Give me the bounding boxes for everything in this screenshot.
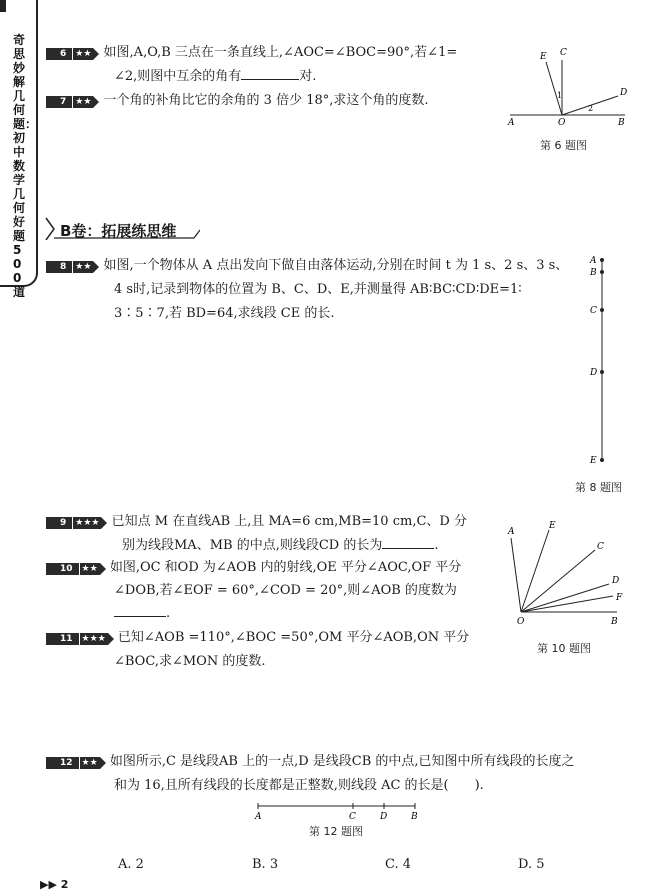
figure-12: [250, 800, 425, 822]
difficulty-stars: ★★: [72, 261, 99, 273]
point-E: [600, 458, 604, 462]
question-text: .: [166, 606, 171, 621]
question-text: 一个角的补角比它的余角的 3 倍少 18°,求这个角的度数.: [103, 93, 429, 108]
question-7: [46, 89, 516, 112]
question-text: .: [434, 538, 439, 553]
difficulty-stars: ★★: [72, 48, 99, 60]
question-text: 别为线段MA、MB 的中点,则线段CD 的长为: [122, 538, 383, 553]
figure-6-caption: 第 6 题图: [540, 139, 587, 152]
choice-b[interactable]: B. 3: [252, 857, 279, 872]
question-number: 10: [46, 563, 79, 575]
question-10: [46, 556, 506, 579]
label-O: O: [517, 617, 525, 627]
question-number: 6: [46, 48, 72, 60]
choice-a[interactable]: A. 2: [118, 857, 144, 872]
question-number: 9: [46, 517, 72, 529]
label-C: C: [597, 542, 604, 552]
label-C: C: [590, 306, 597, 316]
label-D: D: [590, 368, 598, 378]
question-8: [46, 254, 586, 277]
ray-OE: [546, 62, 562, 115]
question-10-line2: ∠DOB,若∠EOF = 60°,∠COD = 20°,则∠AOB 的度数为: [114, 583, 457, 598]
book-title-vertical: 奇思妙解几何题：初中数学几何好题500道: [13, 33, 38, 299]
ray-OF: [521, 596, 613, 612]
difficulty-stars: ★★: [79, 563, 106, 575]
label-F: F: [616, 593, 623, 603]
question-number: 12: [46, 757, 79, 769]
question-text: ∠2,则图中互余的角有: [114, 69, 242, 84]
point-B: [600, 270, 604, 274]
question-11-line2: ∠BOC,求∠MON 的度数.: [114, 654, 266, 669]
answer-blank[interactable]: [241, 65, 299, 80]
label-O: O: [558, 118, 566, 128]
answer-blank[interactable]: [114, 602, 166, 617]
question-text: 如图,OC 和OD 为∠AOB 内的射线,OE 平分∠AOC,OF 平分: [109, 560, 462, 575]
question-9: [46, 510, 506, 533]
label-C: C: [560, 48, 567, 58]
difficulty-stars: ★★★: [72, 517, 107, 529]
point-C: [600, 308, 604, 312]
question-number: 8: [46, 261, 72, 273]
question-12: [46, 750, 636, 773]
figure-10: [505, 520, 635, 630]
figure-12-caption: 第 12 题图: [309, 825, 363, 838]
answer-blank[interactable]: [382, 534, 434, 549]
point-A: [600, 258, 604, 262]
question-number: 11: [46, 633, 79, 645]
question-11: [46, 626, 506, 649]
question-10-line3: [114, 602, 170, 625]
label-D: D: [380, 812, 388, 822]
figure-6: [500, 40, 640, 130]
figure-10-caption: 第 10 题图: [537, 642, 591, 655]
label-C: C: [349, 812, 356, 822]
question-text: 已知∠AOB =110°,∠BOC =50°,OM 平分∠AOB,ON 平分: [117, 630, 470, 645]
difficulty-stars: ★★★: [79, 633, 114, 645]
figure-8: [580, 252, 620, 468]
label-E: E: [549, 521, 556, 531]
label-D: D: [620, 88, 628, 98]
question-12-line2: 和为 16,且所有线段的长度都是正整数,则线段 AC 的长是( ).: [114, 778, 484, 793]
figure-8-caption: 第 8 题图: [575, 481, 622, 494]
choice-d[interactable]: D. 5: [518, 857, 545, 872]
label-B: B: [618, 118, 625, 128]
label-E: E: [540, 52, 547, 62]
question-text: 如图,一个物体从 A 点出发向下做自由落体运动,分别在时间 t 为 1 s、2 s、3 s、: [103, 258, 569, 273]
sidebar-tab: [0, 0, 6, 12]
difficulty-stars: ★★: [79, 757, 106, 769]
question-number: 7: [46, 96, 72, 108]
question-text: 对.: [299, 69, 317, 84]
label-D: D: [612, 576, 620, 586]
section-b-title: B卷：拓展练思维: [60, 222, 177, 240]
label-A: A: [508, 118, 515, 128]
question-8-line2: 4 s时,记录到物体的位置为 B、C、D、E,并测量得 AB∶BC∶CD∶DE=1∶: [114, 282, 522, 297]
question-6: [46, 41, 506, 64]
label-A: A: [590, 256, 597, 266]
choice-c[interactable]: C. 4: [385, 857, 412, 872]
label-E: E: [590, 456, 597, 466]
page-number: ▶▶ 2: [40, 878, 69, 891]
label-A: A: [255, 812, 262, 822]
question-8-line3: 3∶5∶7,若 BD=64,求线段 CE 的长.: [114, 306, 335, 321]
label-A: A: [508, 527, 515, 537]
label-B: B: [411, 812, 418, 822]
difficulty-stars: ★★: [72, 96, 99, 108]
question-text: 如图,A,O,B 三点在一条直线上,∠AOC=∠BOC=90°,若∠1=: [103, 45, 458, 60]
question-6-line2: [114, 65, 316, 88]
point-D: [600, 370, 604, 374]
ray-OD: [521, 584, 609, 612]
question-text: 已知点 M 在直线AB 上,且 MA=6 cm,MB=10 cm,C、D 分: [111, 514, 467, 529]
question-9-line2: [122, 534, 438, 557]
ray-OA: [511, 538, 521, 612]
label-B: B: [590, 268, 597, 278]
label-B: B: [611, 617, 618, 627]
question-text: 如图所示,C 是线段AB 上的一点,D 是线段CB 的中点,已知图中所有线段的长度之: [109, 754, 575, 769]
label-angle-2: 2: [588, 104, 594, 113]
label-angle-1: 1: [557, 91, 563, 100]
